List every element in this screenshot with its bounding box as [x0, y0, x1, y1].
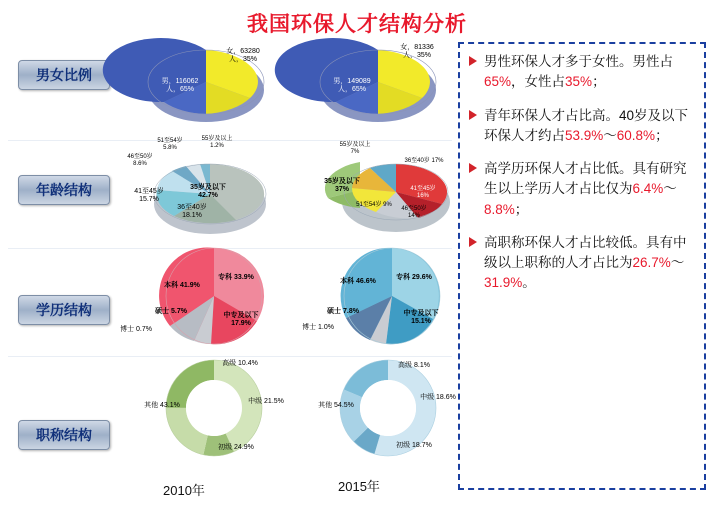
insight-age-text-mid: ～ — [603, 127, 617, 143]
slice-label-female-2015: 女，81336人，35% — [400, 44, 434, 60]
slice-label-edu-secondary-2010: 中专及以下 17.9% — [223, 312, 259, 328]
slice-label-edu-secondary-2015: 中专及以下 15.1% — [403, 310, 439, 326]
insight-title-text-post: 。 — [522, 275, 536, 291]
slice-label-age-41-45-2010: 41至45岁 15.7% — [134, 188, 164, 204]
row-label-education: 学历结构 — [18, 295, 110, 325]
slice-label-male-2010: 男，116062人，65% — [161, 78, 199, 94]
slice-label-age-35-2010: 35岁及以下 42.7% — [190, 184, 226, 200]
chart-age-2010 — [118, 132, 298, 242]
insight-title-value-low: 26.7% — [632, 255, 671, 270]
slice-label-age-35-2015: 35岁及以下 37% — [324, 178, 360, 194]
insight-age-value-high: 60.8% — [616, 127, 656, 143]
slice-label-age-41-45-2015: 41至45岁 16% — [410, 186, 436, 199]
triangle-bullet-icon — [469, 56, 477, 66]
slice-label-age-51-54-2010: 51至54岁 5.8% — [157, 138, 183, 151]
slice-label-age-36-40-2015: 36至40岁 17% — [404, 158, 444, 164]
year-caption-right: 2015年 — [338, 479, 380, 494]
insight-age-value-low: 53.9% — [565, 127, 604, 143]
insight-gender-value-male: 65% — [484, 74, 512, 90]
chart-education-2010 — [118, 246, 308, 350]
triangle-bullet-icon — [469, 110, 477, 120]
chart-title-2010 — [126, 352, 306, 472]
slice-label-age-46-50-2015: 46至50岁 14% — [401, 206, 427, 219]
slice-label-age-55-2010: 55岁及以上 1.2% — [201, 136, 233, 149]
row-label-title: 职称结构 — [18, 420, 110, 450]
triangle-bullet-icon — [469, 163, 477, 173]
slice-label-edu-college-2015: 专科 29.6% — [396, 274, 432, 281]
insight-gender-text-pre: 男性环保人才多于女性。男性占 — [484, 54, 673, 69]
insight-education-value-high: 8.8% — [484, 201, 515, 217]
slice-label-edu-college-2010: 专科 33.9% — [218, 274, 254, 281]
insight-age-text-pre: 青年环保人才占比高。40岁及以下环保人才约占 — [484, 107, 689, 143]
slice-label-title-other-2010: 其他 43.1% — [144, 402, 180, 409]
insight-title — [468, 233, 696, 294]
slice-label-edu-master-2015: 硕士 7.8% — [327, 308, 359, 315]
row-label-gender: 男女比例 — [18, 60, 110, 90]
insights-panel — [458, 42, 706, 490]
triangle-bullet-icon — [469, 237, 477, 247]
slice-label-title-middle-2015: 中级 18.6% — [420, 394, 456, 401]
slice-label-title-middle-2010: 中级 21.5% — [248, 398, 284, 405]
insight-title-text-pre: 高职称环保人才占比较低。具有中级以上职称的人才占比为 — [484, 234, 687, 270]
insight-gender — [468, 52, 696, 93]
insight-age-text-post: ； — [655, 127, 669, 143]
slice-label-age-55-2015: 55岁及以上 7% — [339, 142, 371, 155]
slice-label-male-2015: 男，149089人，65% — [333, 78, 371, 94]
slice-label-edu-doctor-2015: 博士 1.0% — [302, 324, 334, 331]
insight-age — [468, 106, 696, 147]
slice-label-title-junior-2010: 初级 24.9% — [218, 444, 254, 451]
slice-label-title-senior-2010: 高级 10.4% — [222, 360, 258, 367]
slice-label-age-36-40-2010: 36至40岁 18.1% — [177, 204, 207, 220]
slice-label-edu-master-2010: 硕士 5.7% — [155, 308, 187, 315]
slice-label-edu-bachelor-2010: 本科 41.9% — [164, 282, 200, 289]
chart-age-2015 — [300, 132, 480, 242]
slice-label-title-other-2015: 其他 54.5% — [318, 402, 354, 409]
chart-gender-2010 — [128, 30, 288, 130]
slice-label-age-51-54-2015: 51至54岁 9% — [356, 202, 392, 208]
insight-title-value-high: 31.9% — [484, 275, 523, 291]
slice-label-title-senior-2015: 高级 8.1% — [398, 362, 430, 369]
insight-gender-value-female: 35% — [565, 74, 593, 90]
insight-gender-text-post: ； — [592, 74, 606, 90]
insight-education-value-low: 6.4% — [632, 181, 664, 197]
chart-gender-2015 — [300, 30, 460, 130]
insight-title-text-mid: ～ — [670, 255, 685, 270]
slice-label-title-junior-2015: 初级 18.7% — [396, 442, 432, 449]
slice-label-age-46-50-2010: 46至50岁 8.6% — [127, 154, 153, 167]
insight-gender-text-mid: ，女性占 — [511, 74, 566, 90]
insight-education — [468, 159, 696, 220]
insight-education-text-pre: 高学历环保人才占比低。具有研究生以上学历人才占比仅为 — [484, 161, 687, 197]
insight-education-text-mid: ～ — [663, 181, 677, 197]
year-caption-left: 2010年 — [163, 483, 205, 498]
page-title: 我国环保人才结构分析 — [247, 13, 467, 36]
slice-label-edu-doctor-2010: 博士 0.7% — [120, 326, 152, 333]
insight-education-text-post: ； — [514, 201, 529, 217]
chart-title-2015 — [300, 352, 480, 472]
slice-label-edu-bachelor-2015: 本科 46.6% — [340, 278, 376, 285]
row-label-age: 年龄结构 — [18, 175, 110, 205]
slice-label-female-2010: 女，63280人，35% — [226, 48, 260, 64]
